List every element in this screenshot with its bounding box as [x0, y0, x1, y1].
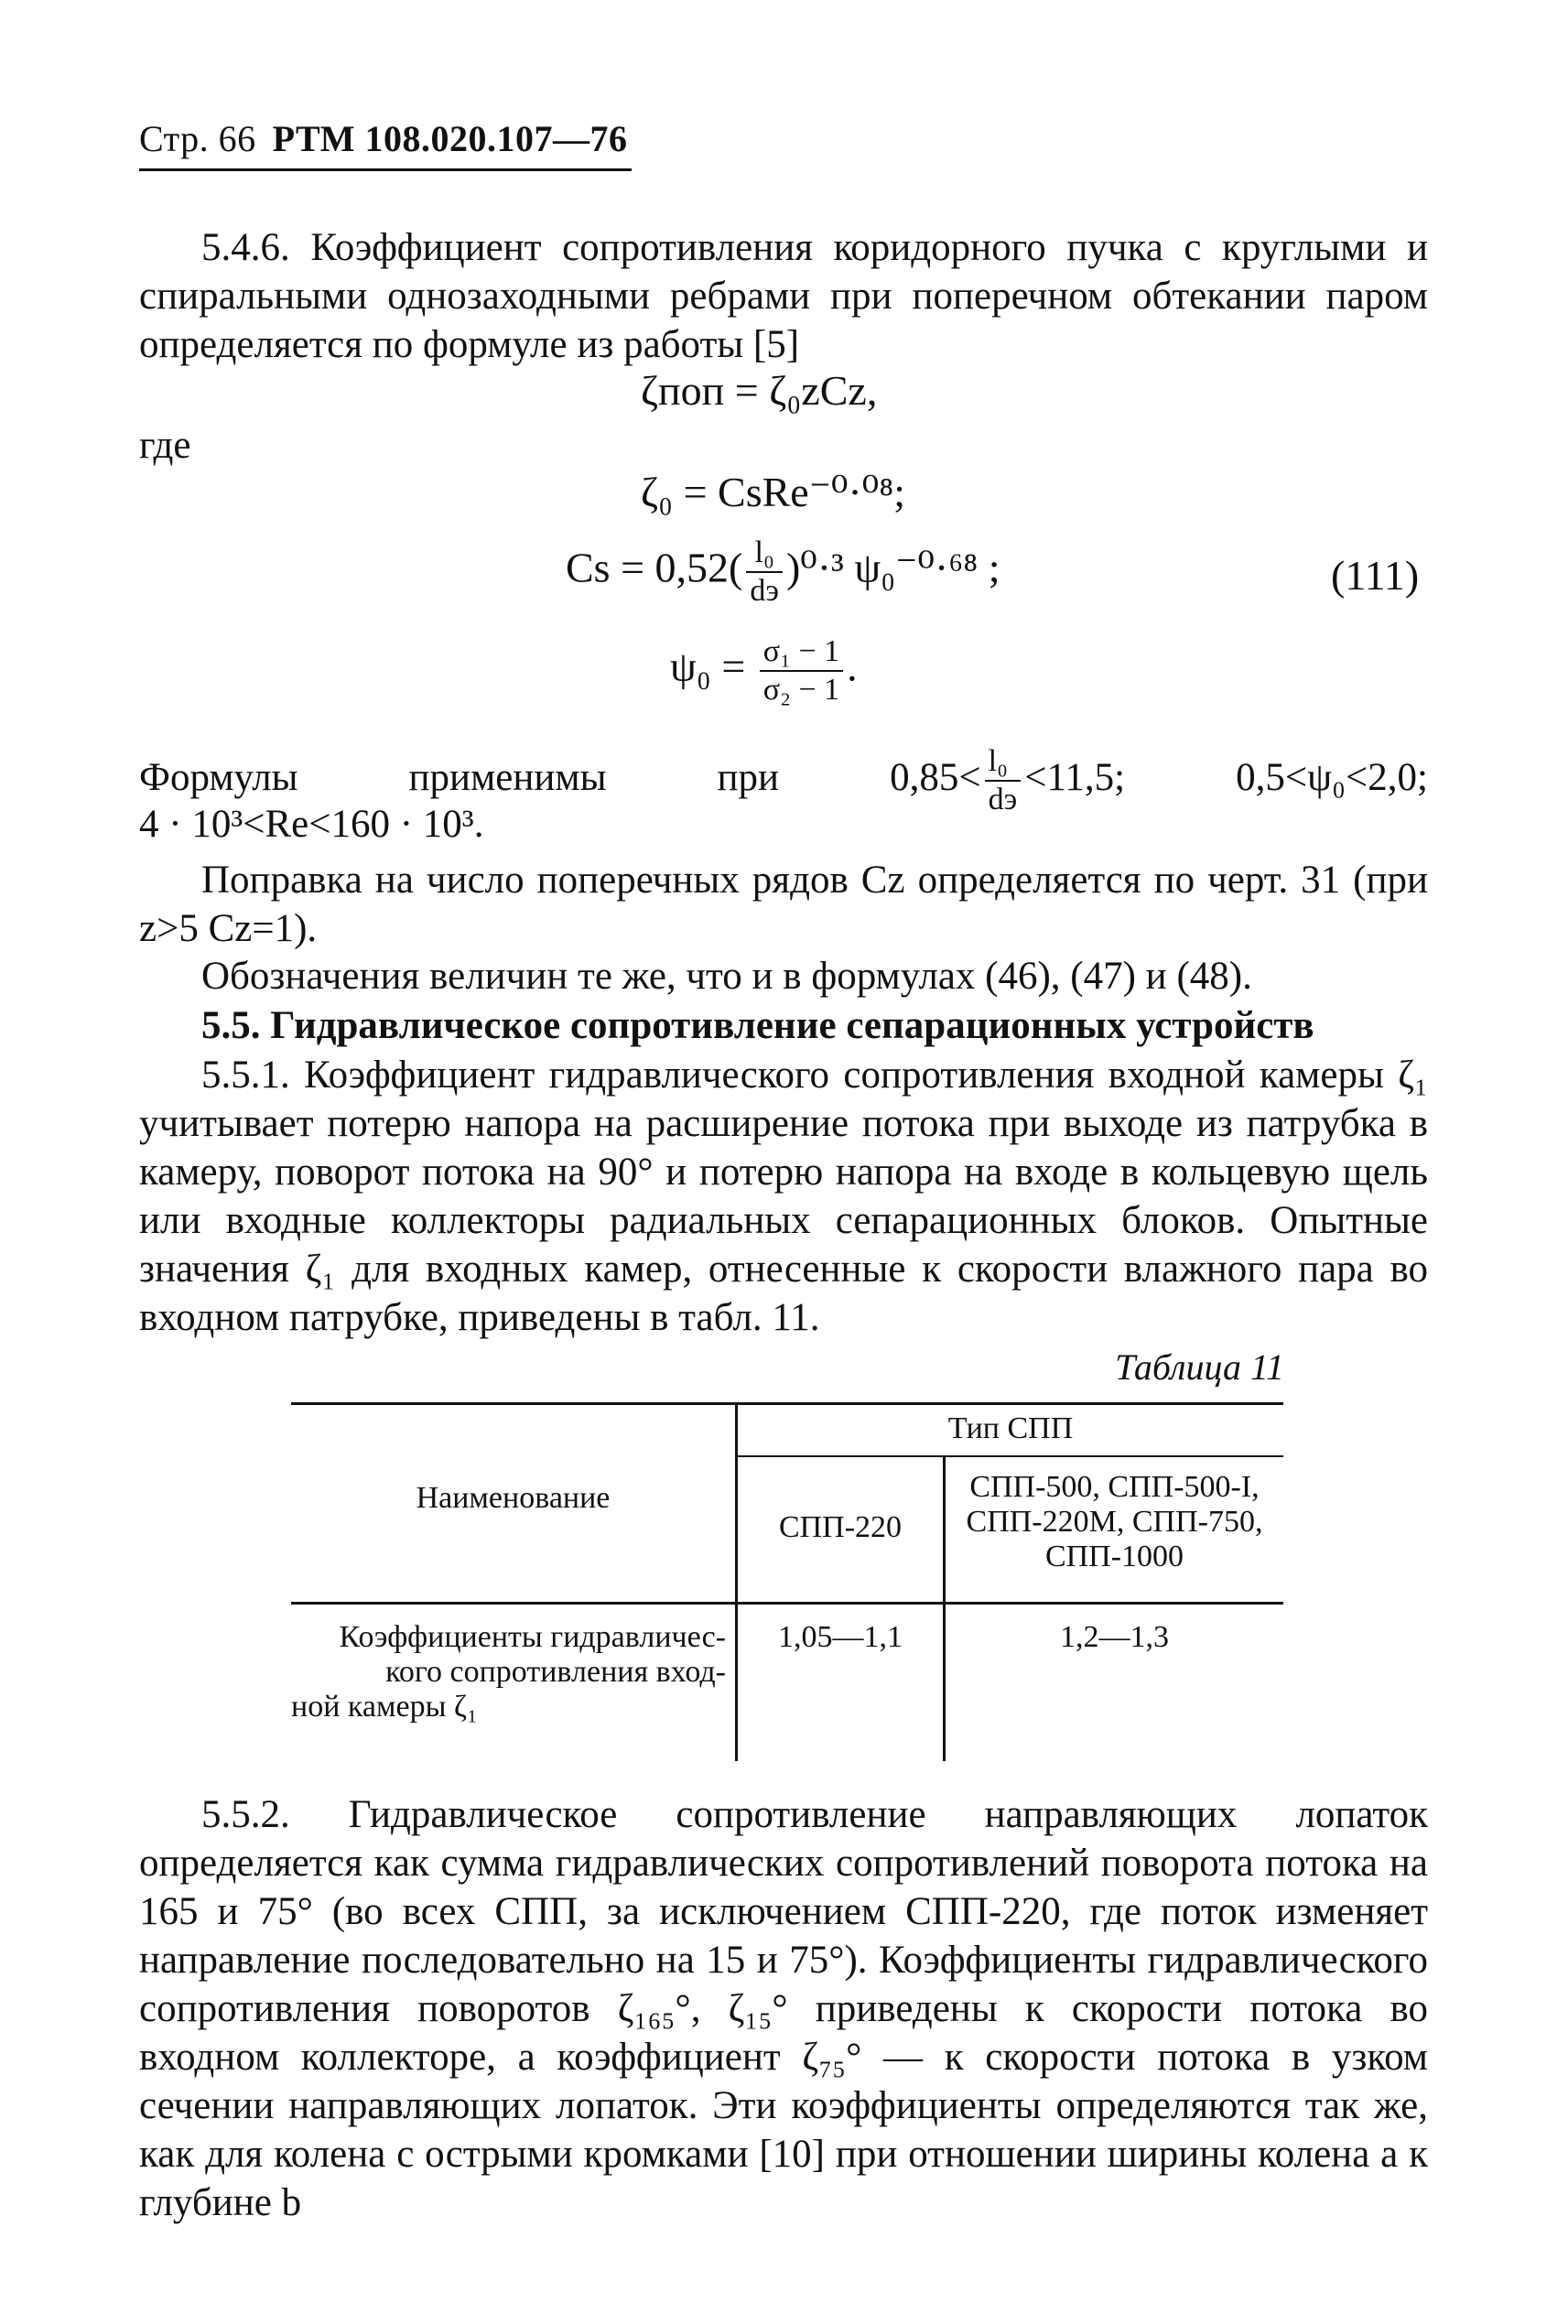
- equation-number: (111): [1331, 552, 1420, 599]
- where-label: где: [139, 424, 191, 467]
- applicability-text-1: Формулы применимы при 0,85<: [139, 755, 981, 799]
- paragraph-cz: Поправка на число поперечных рядов Cz определяется по черт. 31 (при z>5 Cz=1).: [139, 859, 1428, 950]
- formula-zeta-pop: ζпоп = ζ₀zCz,: [641, 367, 878, 414]
- column-group-header: Тип СПП: [947, 1411, 1074, 1445]
- paragraph-5-4-6: 5.4.6. Коэффициент сопротивления коридорного пучка с круглыми и спиральными однозаходными ребрами при поперечном обтекании паром определяется по формуле из работы [5]: [139, 226, 1428, 366]
- formula-psi-left: ψ₀ =: [670, 643, 746, 690]
- column-header-line-1: СПП-500, СПП-500-I,: [969, 1470, 1260, 1504]
- document-code: РТМ 108.020.107—76: [272, 118, 628, 159]
- fraction-l0-de: [746, 535, 783, 610]
- column-header-spp220: СПП-220: [778, 1510, 903, 1544]
- formula-psi-0: [670, 633, 858, 708]
- fraction-sigma: [760, 633, 843, 708]
- paragraph-notation: Обозначения величин те же, что и в формулах (46), (47) и (48).: [201, 955, 1252, 998]
- paragraph-5-5-2: 5.5.2. Гидравлическое сопротивление направляющих лопаток определяется как сумма гидравлических сопротивлений поворота потока на 165 и 75° (во всех СПП, за исключением СПП-220, где поток изменяет направление последовательно на 15 и 75°). Коэффициенты гидравлического сопротивления поворотов ζ₁₆₅°, ζ₁₅° приведены к скорости потока во входном коллекторе, а коэффициент ζ₇₅° — к скорости потока в узком сечении направляющих лопаток. Эти коэффициенты определяются так же, как для колена с острыми кромками [10] при отношении ширины колена a к глубине b: [139, 1793, 1428, 2224]
- cell-value-spp220: 1,05—1,1: [778, 1620, 903, 1654]
- column-header-spp-others: [946, 1470, 1283, 1574]
- formula-cs: Cs = 0,52( $\frac{\text{l₀}}{dэ}$ )⁰·³ ψ₀⁻⁰·⁶⁸ ;: [566, 535, 1000, 608]
- fraction-denominator: σ₂ − 1: [762, 673, 840, 707]
- row-label: [291, 1620, 726, 1724]
- row-label-line-3: ной камеры ζ₁: [291, 1690, 478, 1724]
- row-label-line-1: Коэффициенты гидравличес-: [339, 1620, 726, 1654]
- heading-5-5: 5.5. Гидравлическое сопротивление сепарационных устройств: [201, 1004, 1314, 1047]
- group-rule: [738, 1455, 1283, 1457]
- formula-zeta-0: ζ₀ = CsRe⁻⁰·⁰⁸;: [641, 469, 906, 515]
- fraction-numerator: l₀: [985, 743, 1022, 782]
- header-bottom-rule: [291, 1602, 1283, 1605]
- column-header-line-2: СПП-220М, СПП-750,: [966, 1505, 1263, 1539]
- fraction-denominator: dэ: [988, 783, 1018, 816]
- page-number: Стр. 66: [139, 118, 256, 159]
- formula-psi-right: .: [847, 643, 858, 690]
- column-header-line-3: СПП-1000: [1044, 1540, 1184, 1573]
- fraction-numerator: l₀: [746, 535, 783, 573]
- paragraph-5-5-1: 5.5.1. Коэффициент гидравлического сопротивления входной камеры ζ₁ учитывает потерю напора на расширение потока при выходе из патрубка в камеру, поворот потока на 90° и потерю напора на входе в кольцевую щель или входные коллекторы радиальных сепарационных блоков. Опытные значения ζ₁ для входных камер, отнесенные к скорости влажного пара во входном патрубке, приведены в табл. 11.: [139, 1054, 1428, 1339]
- formula-cs-right: ⁰·³ ψ₀⁻⁰·⁶⁸ ;: [800, 544, 1000, 591]
- table-caption: Таблица 11: [1115, 1346, 1284, 1388]
- table-11: [291, 1402, 1283, 1761]
- applicability-text-2: <11,5; 0,5<ψ₀<2,0;: [1024, 755, 1428, 799]
- table-top-rule: [291, 1402, 1283, 1405]
- row-label-line-2: кого сопротивления вход-: [385, 1655, 726, 1689]
- header-rule: [139, 168, 632, 171]
- applicability-re: 4 · 10³<Re<160 · 10³.: [139, 803, 484, 846]
- page-header: [139, 117, 627, 160]
- vertical-rule-1: [735, 1402, 738, 1761]
- cell-value-spp-others: 1,2—1,3: [1060, 1620, 1169, 1654]
- column-header-name: Наименование: [416, 1481, 611, 1515]
- fraction-numerator: σ₁ − 1: [760, 633, 843, 672]
- fraction-denominator: dэ: [750, 574, 779, 608]
- formula-cs-left: Cs = 0,52: [566, 544, 730, 591]
